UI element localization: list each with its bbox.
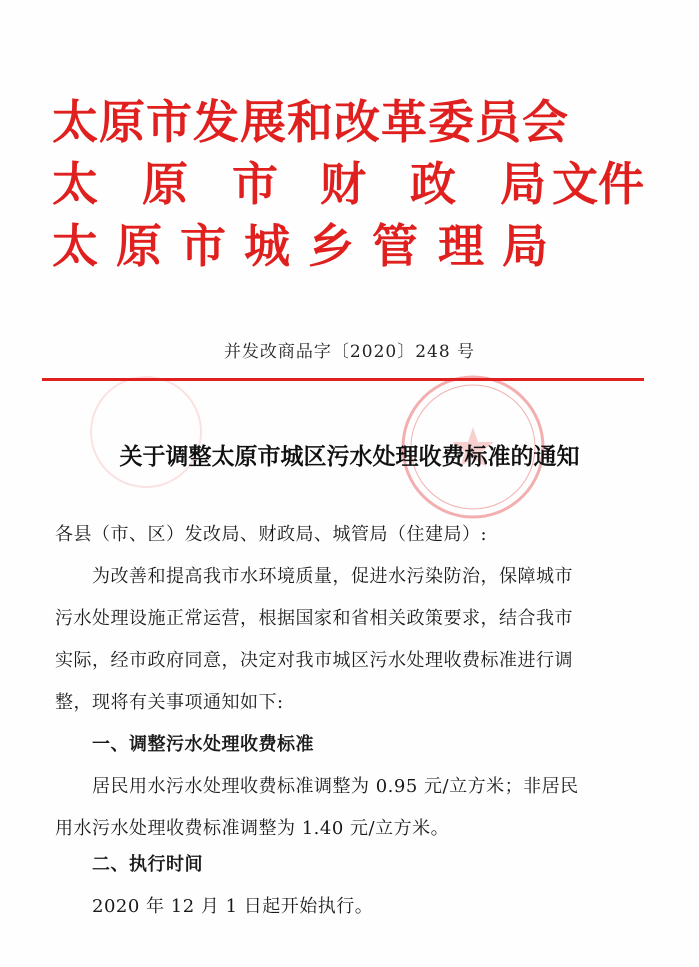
issuer-3-char: 乡 (308, 219, 354, 273)
issuer-3-char: 城 (244, 219, 290, 273)
issuer-2-char: 政 (410, 157, 456, 211)
issuer-2-char: 太 (52, 157, 98, 211)
faint-seal-left (86, 372, 206, 492)
issuer-3-char: 理 (438, 219, 484, 273)
document-suffix: 文件 (552, 157, 644, 211)
issuer-3-char: 太 (52, 219, 98, 273)
issuer-2-char: 市 (232, 157, 278, 211)
intro-line: 实际，经市政府同意，决定对我市城区污水处理收费标准进行调 (55, 650, 573, 671)
salutation: 各县（市、区）发改局、财政局、城管局（住建局）: (55, 524, 488, 545)
issuer-2-char: 原 (142, 157, 188, 211)
intro-line: 污水处理设施正常运营，根据国家和省相关政策要求，结合我市 (55, 608, 573, 629)
issuer-2-char: 财 (320, 157, 366, 211)
document-title: 关于调整太原市城区污水处理收费标准的通知 (119, 444, 580, 470)
issuer-3-char: 管 (372, 219, 418, 273)
section-line: 2020 年 12 月 1 日起开始执行。 (92, 896, 374, 917)
section-heading: 一、调整污水处理收费标准 (92, 734, 314, 755)
section-heading: 二、执行时间 (92, 854, 203, 875)
issuer-line-1: 太原市发展和改革委员会 (52, 95, 569, 149)
section-line: 居民用水污水处理收费标准调整为 0.95 元/立方米；非居民 (92, 776, 579, 797)
issuer-2-char: 局 (500, 157, 546, 211)
document-number: 并发改商品字〔2020〕248 号 (223, 342, 476, 362)
issuer-3-char: 局 (502, 219, 548, 273)
red-divider-line (42, 378, 644, 381)
issuer-3-char: 原 (116, 219, 162, 273)
section-line: 用水污水处理收费标准调整为 1.40 元/立方米。 (55, 818, 450, 839)
issuer-3-char: 市 (180, 219, 226, 273)
intro-line: 整，现将有关事项通知如下: (55, 692, 284, 713)
intro-line: 为改善和提高我市水环境质量，促进水污染防治，保障城市 (92, 566, 573, 587)
